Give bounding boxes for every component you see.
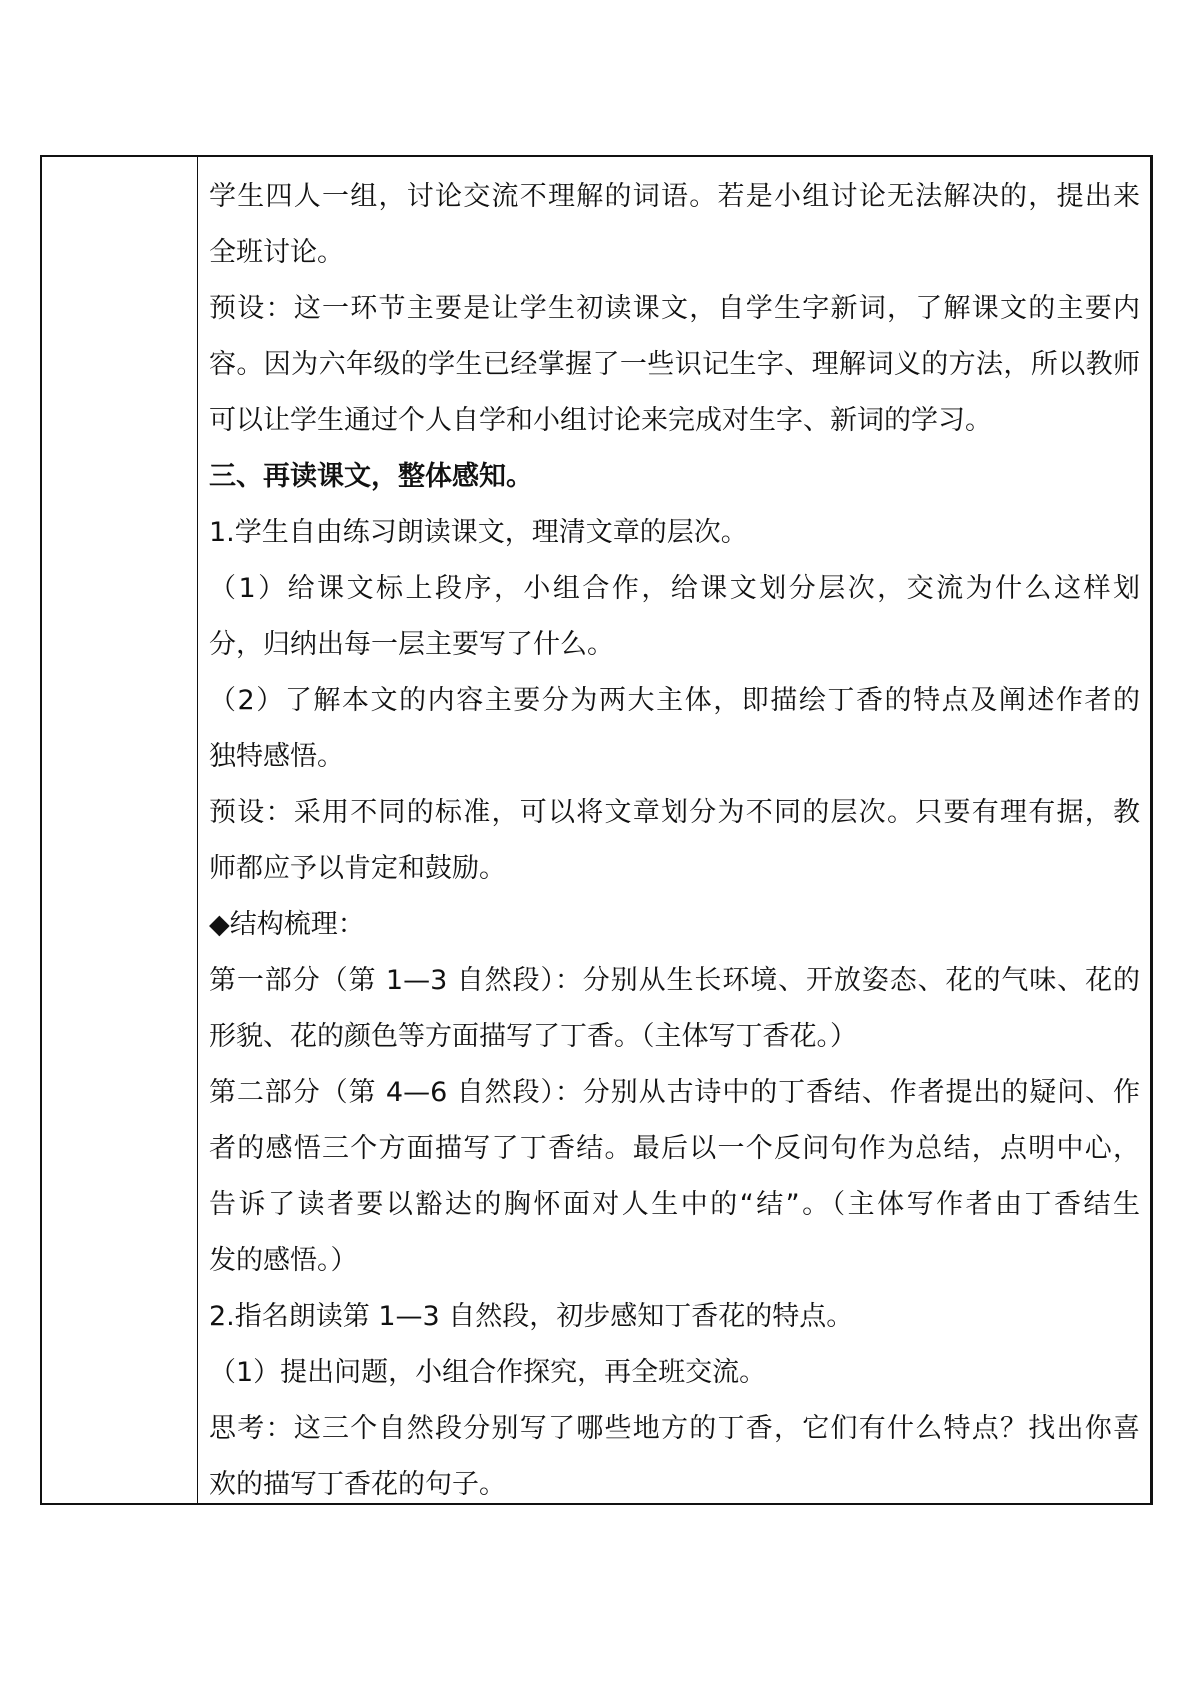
text-line: 思考：这三个自然段分别写了哪些地方的丁香，它们有什么特点？找出你喜 — [209, 1413, 1140, 1444]
text-line: 可以让学生通过个人自学和小组讨论来完成对生字、新词的学习。 — [209, 405, 992, 436]
text-line: （2）了解本文的内容主要分为两大主体，即描绘丁香的特点及阐述作者的 — [209, 685, 1140, 716]
text-line: ◆结构梳理： — [209, 909, 365, 940]
text-line: 师都应予以肯定和鼓励。 — [209, 853, 506, 884]
text-line: 第一部分（第 1—3 自然段）：分别从生长环境、开放姿态、花的气味、花的 — [209, 965, 1140, 996]
text-line: 第二部分（第 4—6 自然段）：分别从古诗中的丁香结、作者提出的疑问、作 — [209, 1077, 1140, 1108]
text-line: 预设：这一环节主要是让学生初读课文，自学生字新词，了解课文的主要内 — [209, 293, 1140, 324]
text-line: 分，归纳出每一层主要写了什么。 — [209, 629, 614, 660]
text-line: 者的感悟三个方面描写了丁香结。最后以一个反问句作为总结，点明中心， — [209, 1133, 1140, 1164]
text-line: 告诉了读者要以豁达的胸怀面对人生中的“结”。（主体写作者由丁香结生 — [209, 1189, 1140, 1220]
text-line: 容。因为六年级的学生已经掌握了一些识记生字、理解词义的方法，所以教师 — [209, 349, 1140, 380]
lesson-plan-table — [40, 155, 1153, 1505]
text-line: 预设：采用不同的标准，可以将文章划分为不同的层次。只要有理有据，教 — [209, 797, 1140, 828]
text-line: （1）提出问题，小组合作探究，再全班交流。 — [209, 1357, 767, 1388]
content-column — [198, 157, 1150, 1503]
text-line: 学生四人一组，讨论交流不理解的词语。若是小组讨论无法解决的，提出来 — [209, 181, 1140, 212]
text-line: （1）给课文标上段序，小组合作，给课文划分层次，交流为什么这样划 — [209, 573, 1140, 604]
text-line: 形貌、花的颜色等方面描写了丁香。（主体写丁香花。） — [209, 1021, 857, 1052]
text-line: 全班讨论。 — [209, 237, 344, 268]
section-heading: 三、再读课文，整体感知。 — [209, 461, 533, 492]
text-line: 2.指名朗读第 1—3 自然段，初步感知丁香花的特点。 — [209, 1301, 854, 1332]
text-line: 1.学生自由练习朗读课文，理清文章的层次。 — [209, 517, 748, 548]
text-line: 欢的描写丁香花的句子。 — [209, 1469, 506, 1500]
left-label-column — [42, 157, 198, 1503]
text-line: 独特感悟。 — [209, 741, 344, 772]
text-line: 发的感悟。） — [209, 1245, 358, 1276]
